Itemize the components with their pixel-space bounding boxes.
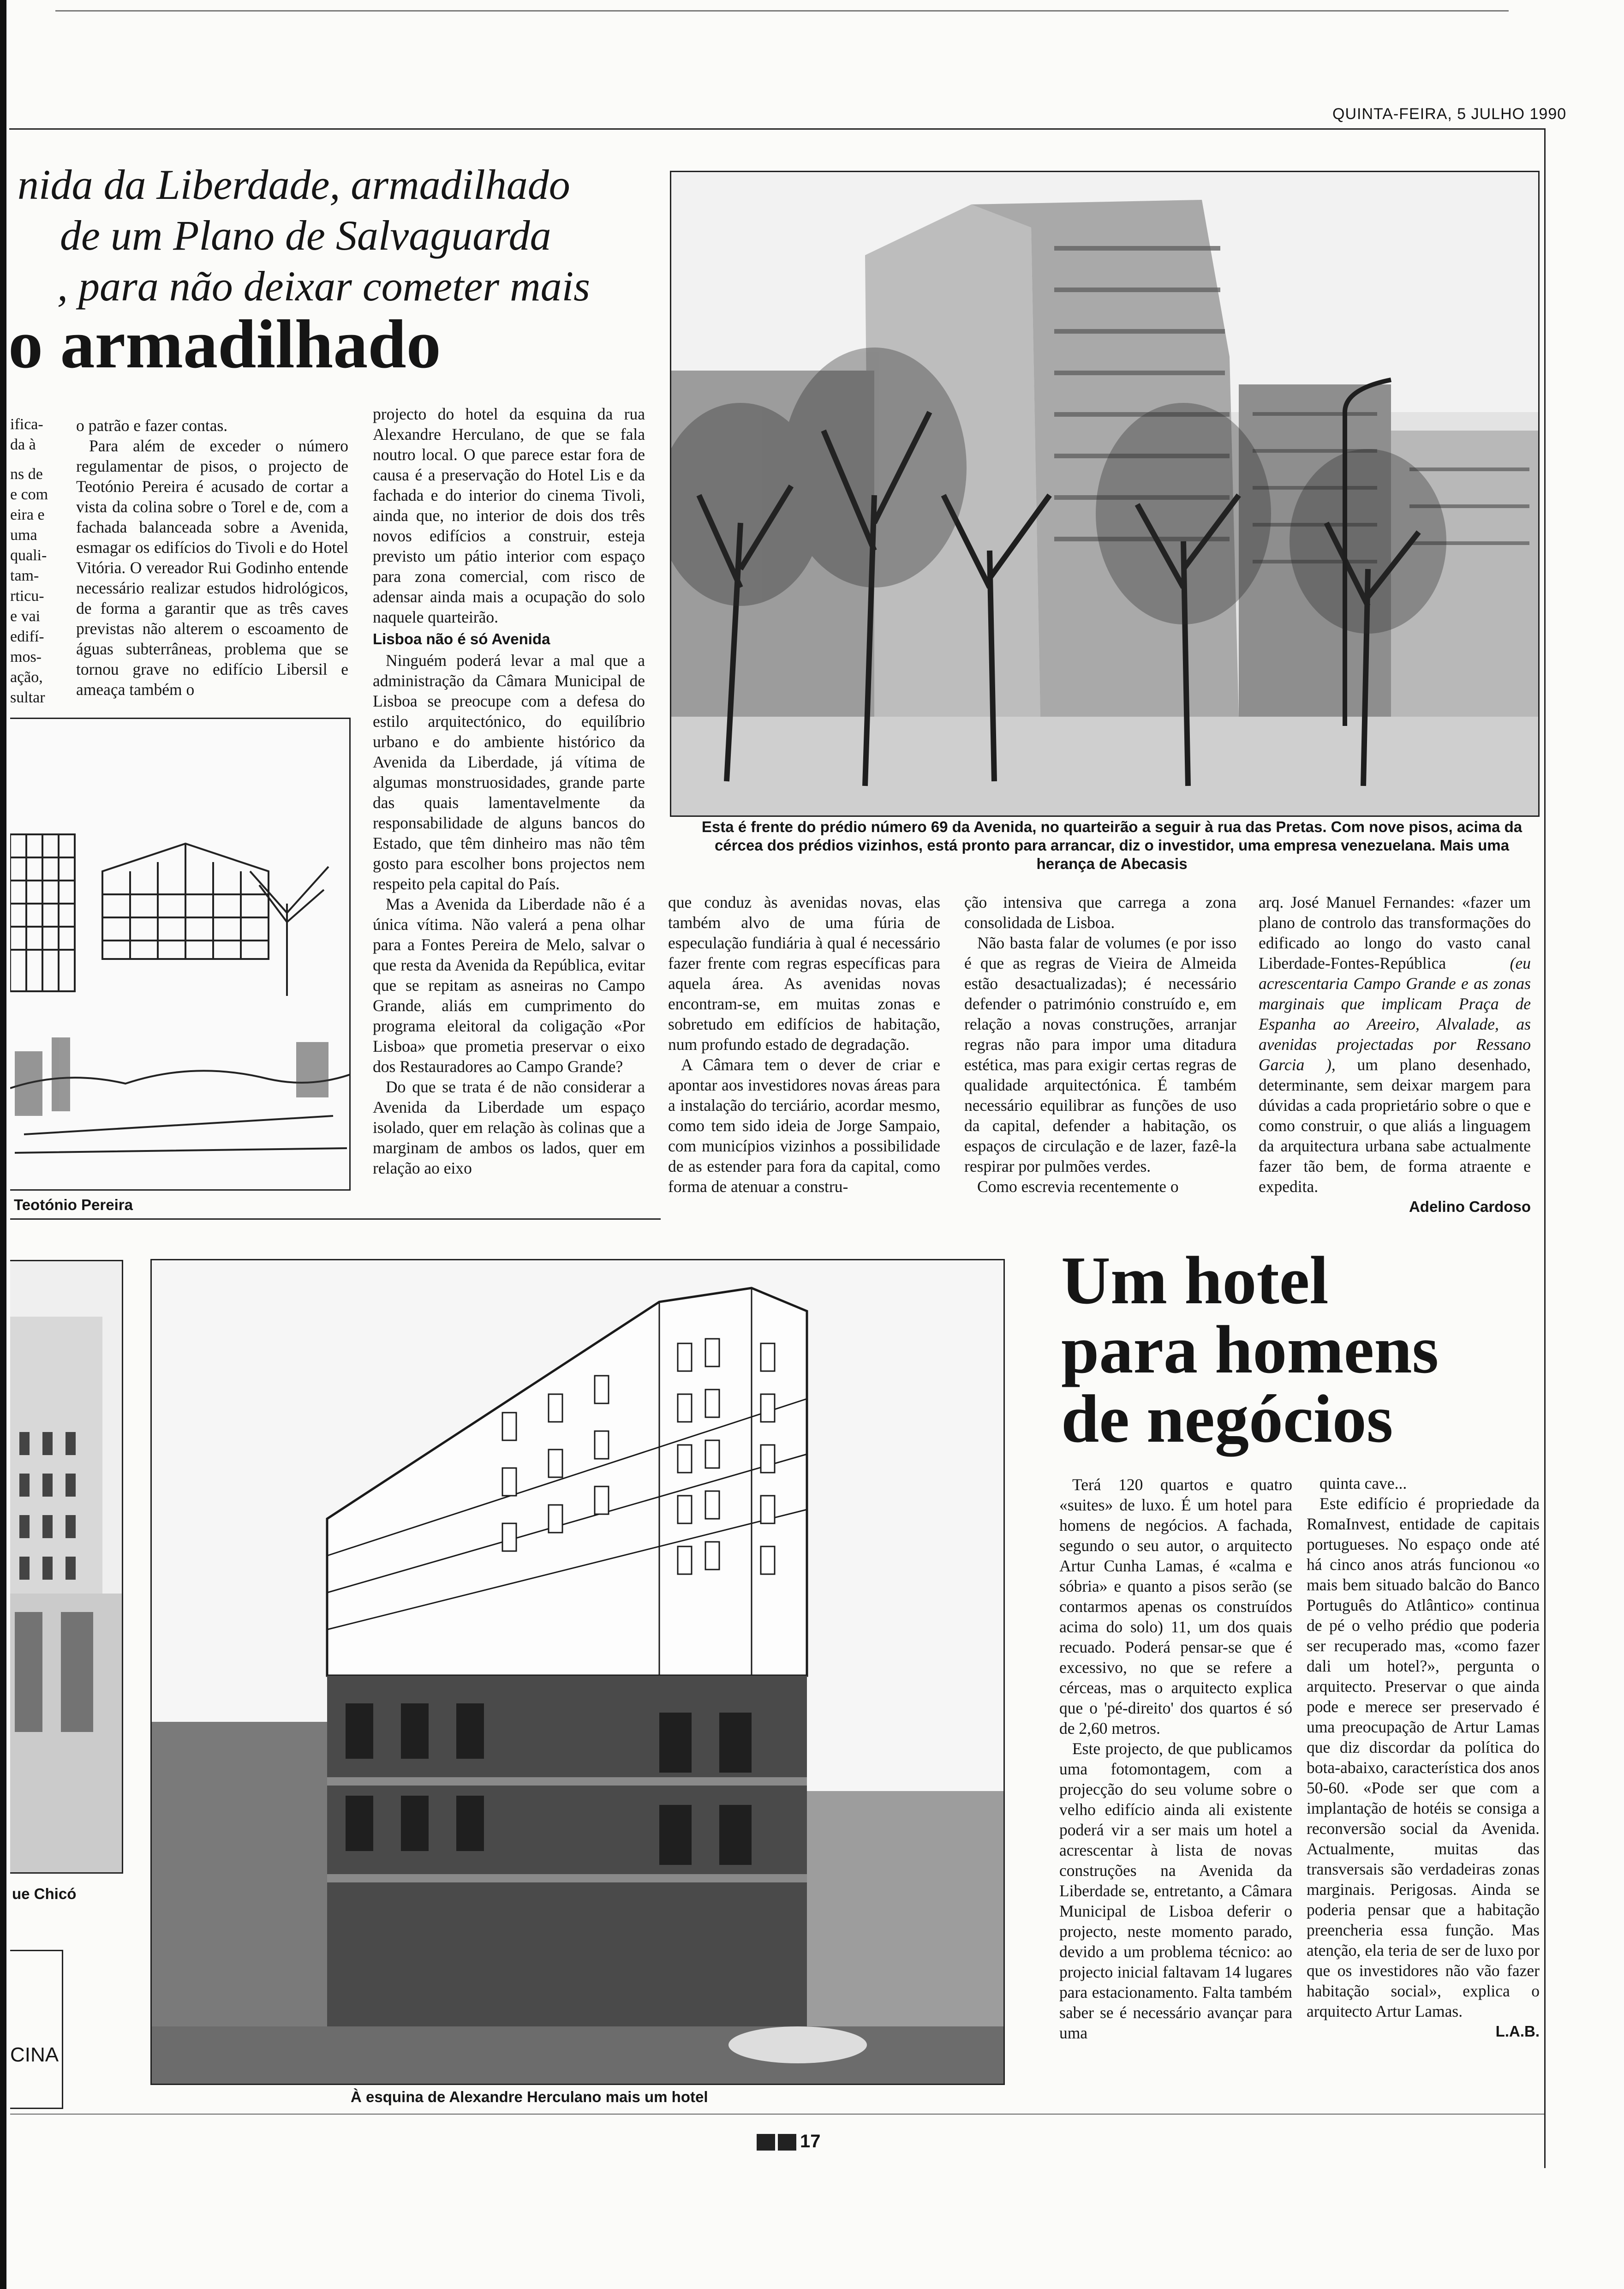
paragraph: Como escrevia recentemente o <box>977 1177 1179 1196</box>
hotel-headline <box>1061 1243 1439 1457</box>
logo-mark <box>778 2134 796 2151</box>
fragment-line: quali- <box>10 547 47 564</box>
avenue-building-photo <box>670 171 1540 817</box>
paragraph: Para além de exceder o número regulamentar de pisos, o projecto de Teotónio Pereira é acusado de cortar a vista da colina sobre o Torel e de, com a fachada balanceada sobre a Avenida, esmagar os edifícios do Tivoli e do Hotel Vitória. O vereador Rui Godinho entende necessário realizar estudos hidrológicos, de forma a garantir que as três caves previstas não alterem o escoamento de águas subterrâneas, problema que se tornou grave no edifício Libersil e ameaça também o <box>76 437 348 699</box>
architect-sketch <box>10 718 351 1191</box>
top-scan-rule <box>55 10 1509 12</box>
left-building-fragment <box>10 1260 123 1874</box>
fragment-line: e com <box>10 486 48 503</box>
signature: Adelino Cardoso <box>1409 1198 1531 1215</box>
left-photo-credit: ue Chicó <box>12 1885 77 1902</box>
photo-avenue-graphic <box>671 172 1540 817</box>
deck-line-2: de um Plano de Salvaguarda <box>60 212 551 259</box>
left-box-text: CINA <box>10 2043 59 2066</box>
paragraph: Não basta falar de volumes (e por isso é que as regras de Vieira de Almeida estão desactualizadas); é necessário defender o património construído e, em relação a novas construções, arranjar regras não para impor uma ditadura estética, mas para exigir certas regras de qualidade arquitectónica. É também necessário equilibrar as funções de uso da capital, defender a habitação, os espaços de circulação e de lazer, fazê-la respirar por pulmões verdes. <box>964 934 1236 1175</box>
fragment-line: ação, <box>10 669 43 686</box>
paragraph: ção intensiva que carrega a zona consolidada de Lisboa. <box>964 893 1236 932</box>
paragraph: Terá 120 quartos e quatro «suites» de luxo. É um hotel para homens de negócios. A fachada, segundo o seu autor, o arquitecto Artur Cunha Lamas, é «calma e sóbria» e quanto a pisos serão (se contarmos apenas os construídos acima do solo) 11, um dos quais recuado. Poderá pensar-se que é excessivo, no que se refere a cérceas, mas o arquitecto explica que o 'pé-direito' dos quartos é só de 2,60 metros. <box>1059 1475 1292 1738</box>
text-span: um plano desenhado, determinante, sem deixar margem para dúvidas a cada proprietário sobre o que e como construir, o que aliás a linguagem da arquitectura urbana sabe actualmente fazer tão bem, de forma atraente e expedita. <box>1259 1055 1531 1196</box>
hotel-photo-caption: À esquina de Alexandre Herculano mais um hotel <box>351 2088 708 2105</box>
bottom-section-divider-left <box>10 1218 661 1220</box>
paragraph: que conduz às avenidas novas, elas também alvo de uma fúria de especulação fundiária à qual é necessário fazer frente com regras específicas para aquela área. As avenidas novas encontram-se, em muitas zonas e sobretudo em edifícios de habitação, num profundo estado de degradação. <box>668 893 940 1054</box>
fragment-line: sultar <box>10 689 45 706</box>
section-subhead: Lisboa não é só Avenida <box>373 630 550 647</box>
hotel-photomontage <box>150 1259 1005 2085</box>
left-building-graphic <box>10 1261 123 1874</box>
fragment-line: da à <box>10 436 36 453</box>
hotel-headline-line-3: de negócios <box>1061 1381 1393 1457</box>
signature: L.A.B. <box>1495 2023 1540 2040</box>
fragment-line: eira e <box>10 506 45 523</box>
main-column-5 <box>1259 892 1531 1217</box>
main-column-1 <box>76 415 348 700</box>
main-column-3 <box>668 892 940 1197</box>
fragment-line: uma <box>10 527 37 544</box>
italic-text-span: (eu acrescentaria Campo Grande e as zonas marginais que implicam Praça de Espanha ao Areeiro, Alvalade, as avenidas projectadas por Ressano Garcia ), <box>1259 954 1531 1074</box>
paragraph: Ninguém poderá levar a mal que a administração da Câmara Municipal de Lisboa se preocupe com a defesa do estilo arquitectónico, do equilíbrio urbano e do ambiente histórico da Avenida da Liberdade, já vítima de algumas monstruosidades, grande parte das quais lamentavelmente da responsabilidade de alguns bancos do Estado, que têm dinheiro mas não têm gosto para escolher bons projectos nem respeito pela capital do País. <box>373 651 645 893</box>
paragraph: Mas a Avenida da Liberdade não é a única vítima. Não valerá a pena olhar para a Fontes Pereira de Melo, salvar o que resta da Avenida da República, evitar que se repitam as asneiras no Campo Grande, aliás em cumprimento do programa eleitoral da coligação «Por Lisboa» que prometia preservar o eixo dos Restauradores ao Campo Grande? <box>373 895 645 1076</box>
paragraph: Este projecto, de que publicamos uma fotomontagem, com a projecção do seu volume sobre o velho edifício ainda ali existente poderá vir a ser mais um hotel a acrescentar à lista de novas construções na Avenida da Liberdade se, entretanto, a Câmara Municipal de Lisboa deferir o projecto, neste momento parado, devido a um problema técnico: ao projecto inicial faltavam 14 lugares para estacionamento. Falta também saber se é necessário avançar para uma <box>1059 1739 1292 2042</box>
hotel-column-2 <box>1307 1473 1540 2042</box>
paragraph: o patrão e fazer contas. <box>76 416 228 435</box>
article-headline: o armadilhado <box>8 306 441 383</box>
fragment-line: edifí- <box>10 628 44 645</box>
header-rule <box>9 128 1546 130</box>
page-number-mark <box>757 2131 821 2152</box>
sketch-credit: Teotónio Pereira <box>14 1196 133 1213</box>
paragraph: projecto do hotel da esquina da rua Alexandre Herculano, de que se fala noutro local. O que parece estar fora de causa é a preservação do Hotel Lis e da fachada e do interior do cinema Tivoli, ainda que, no interior de dois dos três novos edifícios a construir, esteja previsto um pátio interior com espaço para zona comercial, com risco de adensar ainda mais a ocupação do solo naquele quarteirão. <box>373 405 645 626</box>
right-column-rule <box>1544 128 1546 2168</box>
fragment-line: rticu- <box>10 587 44 605</box>
hotel-headline-line-2: para homens <box>1061 1312 1439 1388</box>
fragment-line: ns de <box>10 466 43 483</box>
page-number: 17 <box>800 2131 821 2151</box>
text-span: arq. José Manuel Fernandes: «fazer um plano de controlo das transformações do edificado ao longo do vasto canal Liberdade-Fontes-República <box>1259 893 1531 972</box>
deck-line-3: , para não deixar cometer mais <box>57 263 590 310</box>
left-box <box>10 1950 63 2109</box>
logo-mark <box>757 2134 775 2151</box>
main-column-2 <box>373 404 645 1178</box>
sketch-graphic <box>10 719 351 1191</box>
dateline: QUINTA-FEIRA, 5 JULHO 1990 <box>1332 105 1567 123</box>
avenue-photo-caption: Esta é frente do prédio número 69 da Avenida, no quarteirão a seguir à rua das Pretas. Com nove pisos, acima da cércea dos prédios vizinhos, está pronto para arrancar, diz o investidor, uma empresa venezuelana. Mais uma herança de Abecasis <box>701 818 1522 872</box>
hotel-column-1 <box>1059 1474 1292 2043</box>
hotel-montage-graphic <box>152 1260 1005 2085</box>
fragment-line <box>10 455 48 464</box>
fragment-line: e vai <box>10 608 41 625</box>
footer-rule <box>10 2114 1544 2115</box>
paragraph: A Câmara tem o dever de criar e apontar aos investidores novas áreas para a instalação do terciário, acordar mesmo, como tem sido ideia de Jorge Sampaio, com municípios vizinhos a possibilidade de as estender para fora da capital, como forma de atenuar a constru- <box>668 1055 940 1196</box>
hotel-headline-line-1: Um hotel <box>1061 1243 1329 1318</box>
main-column-4 <box>964 892 1236 1197</box>
left-fragments <box>10 414 48 708</box>
paragraph <box>1259 892 1531 1197</box>
left-scan-border <box>0 0 6 2289</box>
paragraph: quinta cave... <box>1320 1474 1407 1492</box>
fragment-line: ifica- <box>10 416 43 433</box>
fragment-line: mos- <box>10 648 42 665</box>
paragraph: Do que se trata é de não considerar a Avenida da Liberdade um espaço isolado, quer em relação às colinas que a marginam de ambos os lados, quer em relação ao eixo <box>373 1078 645 1177</box>
fragment-line: tam- <box>10 567 39 584</box>
deck-line-1: nida da Liberdade, armadilhado <box>18 161 570 208</box>
paragraph: Este edifício é propriedade da RomaInvest, entidade de capitais portugueses. No espaço onde até há cinco anos atrás funcionou «o mais bem situado balcão do Banco Português do Atlântico» continua de pé o velho prédio que poderia ser recuperado mas, «como fazer dali um hotel?», pergunta o arquitecto. Preservar o que ainda pode e merece ser preservado é uma preocupação de Artur Lamas que diz discordar da política do bota-abaixo, característica dos anos 50-60. «Pode ser que com a implantação de hotéis se consiga a reconversão social da Avenida. Actualmente, muitas das transversais são verdadeiras zonas marginais. Perigosas. Ainda se poderia pensar que a habitação preencheria essa função. Mas atenção, ela teria de ser de luxo por que os investidores não vão fazer habitação social», explica o arquitecto Artur Lamas. <box>1307 1494 1540 2020</box>
article-deck <box>9 159 590 312</box>
